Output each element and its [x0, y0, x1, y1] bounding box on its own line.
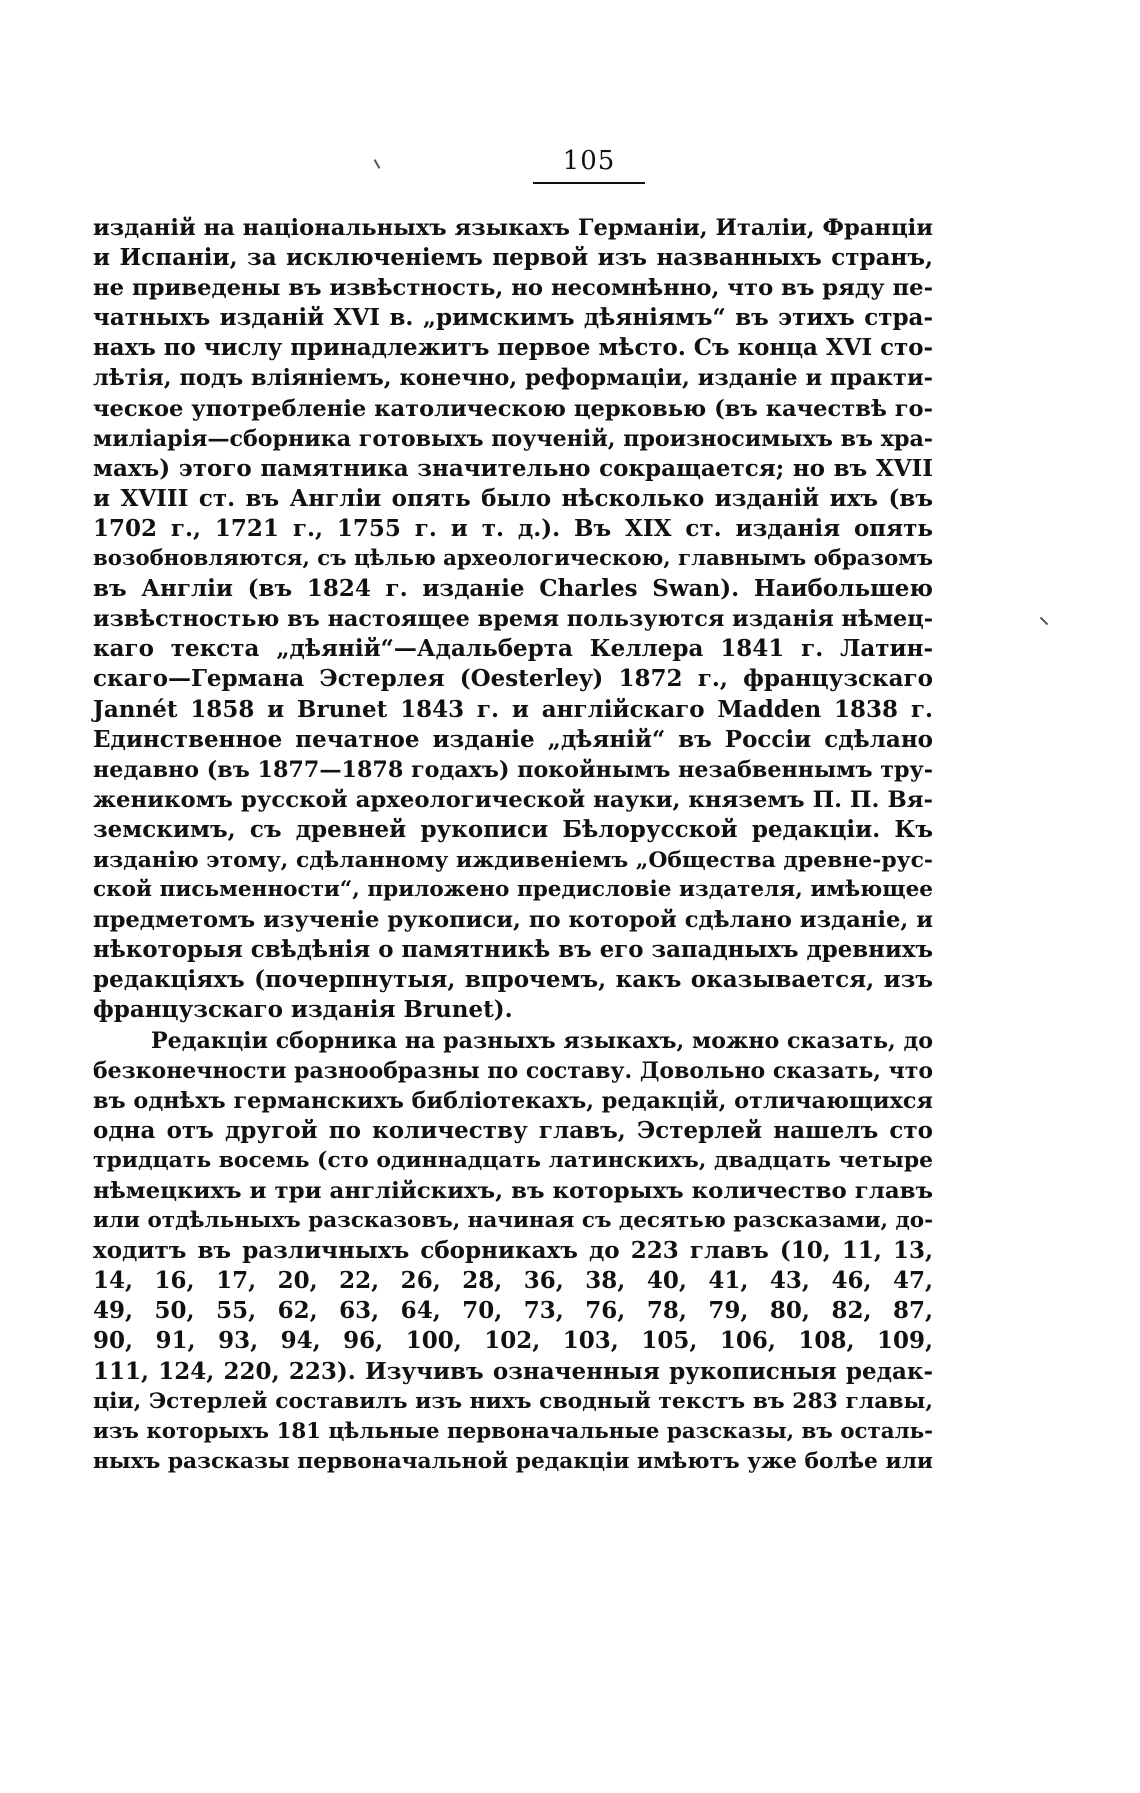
text-line: 90, 91, 93, 94, 96, 100, 102, 103, 105, 106, 108, 109,: [93, 1327, 933, 1355]
page-number: 105: [533, 146, 646, 184]
page-header: [0, 146, 1140, 184]
text-line: ческое употребленіе католическою церковью (въ качествѣ го-: [93, 395, 933, 422]
text-line: въ Англіи (въ 1824 г. изданіе Charles Swan). Наибольшею: [93, 575, 933, 603]
body-text: [93, 213, 933, 1477]
stray-ink-mark: [1040, 617, 1048, 625]
text-line: нахъ по числу принадлежитъ первое мѣсто. Съ конца XVI сто-: [93, 334, 933, 362]
text-line: французскаго изданія Brunet).: [93, 996, 513, 1024]
text-line: изданію этому, сдѣланному иждивеніемъ „Общества древне-рус-: [93, 846, 933, 873]
text-line: тридцать восемь (сто одиннадцать латинскихъ, двадцать четыре: [93, 1147, 933, 1173]
text-line: ской письменности“, приложено предисловіе издателя, имѣющее: [93, 877, 933, 903]
text-line: лѣтія, подъ вліяніемъ, конечно, реформаціи, изданіе и практи-: [93, 365, 933, 392]
text-line: махъ) этого памятника значительно сокращается; но въ XVII: [93, 454, 933, 482]
text-line: предметомъ изученіе рукописи, по которой сдѣлано изданіе, и: [93, 907, 933, 934]
text-line: недавно (въ 1877—1878 годахъ) покойнымъ незабвеннымъ тру-: [93, 756, 933, 783]
text-line: Jannét 1858 и Brunet 1843 г. и англійскаго Madden 1838 г.: [93, 695, 933, 723]
text-line: извѣстностью въ настоящее время пользуются изданія нѣмец-: [93, 606, 933, 633]
text-line: 111, 124, 220, 223). Изучивъ означенныя рукописныя редак-: [93, 1357, 933, 1385]
text-line: и XVIII ст. въ Англіи опять было нѣсколько изданій ихъ (въ: [93, 484, 933, 512]
text-line: женикомъ русской археологической науки, княземъ П. П. Вя-: [93, 786, 933, 813]
paragraph-2: [93, 1026, 933, 1477]
text-line: чатныхъ изданій XVI в. „римскимъ дѣяніямъ“ въ этихъ стра-: [93, 304, 933, 332]
text-line: ходитъ въ различныхъ сборникахъ до 223 главъ (10, 11, 13,: [93, 1237, 933, 1265]
text-line: одна отъ другой по количеству главъ, Эстерлей нашелъ сто: [93, 1116, 933, 1144]
text-line: безконечности разнообразны по составу. Довольно сказать, что: [93, 1057, 933, 1084]
text-line: 1702 г., 1721 г., 1755 г. и т. д.). Въ XIX ст. изданія опять: [93, 514, 933, 542]
text-line: ныхъ разсказы первоначальной редакціи имѣютъ уже болѣе или: [93, 1448, 933, 1474]
text-line: Единственное печатное изданіе „дѣяній“ въ Россіи сдѣлано: [93, 725, 933, 753]
text-line: Редакціи сборника на разныхъ языкахъ, можно сказать, до: [151, 1027, 933, 1054]
text-line: 49, 50, 55, 62, 63, 64, 70, 73, 76, 78, 79, 80, 82, 87,: [93, 1297, 933, 1325]
text-line: нѣкоторыя свѣдѣнія о памятникѣ въ его западныхъ древнихъ: [93, 937, 933, 964]
text-line: земскимъ, съ древней рукописи Бѣлорусской редакціи. Къ: [93, 815, 933, 843]
text-line: изъ которыхъ 181 цѣльные первоначальные разсказы, въ осталь-: [93, 1418, 933, 1444]
text-line: въ однѣхъ германскихъ библіотекахъ, редакцій, отличающихся: [93, 1087, 933, 1114]
text-line: не приведены въ извѣстность, но несомнѣнно, что въ ряду пе-: [93, 275, 933, 302]
text-line: изданій на національныхъ языкахъ Германіи, Италіи, Франціи: [93, 215, 933, 241]
text-line: нѣмецкихъ и три англійскихъ, въ которыхъ количество главъ: [93, 1178, 933, 1204]
text-line: редакціяхъ (почерпнутыя, впрочемъ, какъ оказывается, изъ: [93, 966, 933, 994]
text-line: миліарія—сборника готовыхъ поученій, произносимыхъ въ хра-: [93, 425, 933, 452]
text-line: каго текста „дѣяній“—Адальберта Келлера 1841 г. Латин-: [93, 635, 933, 663]
text-line: возобновляются, съ цѣлью археологическою, главнымъ образомъ: [93, 546, 933, 572]
text-line: или отдѣльныхъ разсказовъ, начиная съ десятью разсказами, до-: [93, 1208, 933, 1234]
text-line: скаго—Германа Эстерлея (Oesterley) 1872 г., французскаго: [93, 665, 933, 693]
text-line: 14, 16, 17, 20, 22, 26, 28, 36, 38, 40, 41, 43, 46, 47,: [93, 1267, 933, 1295]
text-line: ціи, Эстерлей составилъ изъ нихъ сводный текстъ въ 283 главы,: [93, 1388, 933, 1414]
text-line: и Испаніи, за исключеніемъ первой изъ названныхъ странъ,: [93, 244, 933, 272]
paragraph-1: [93, 213, 933, 1026]
